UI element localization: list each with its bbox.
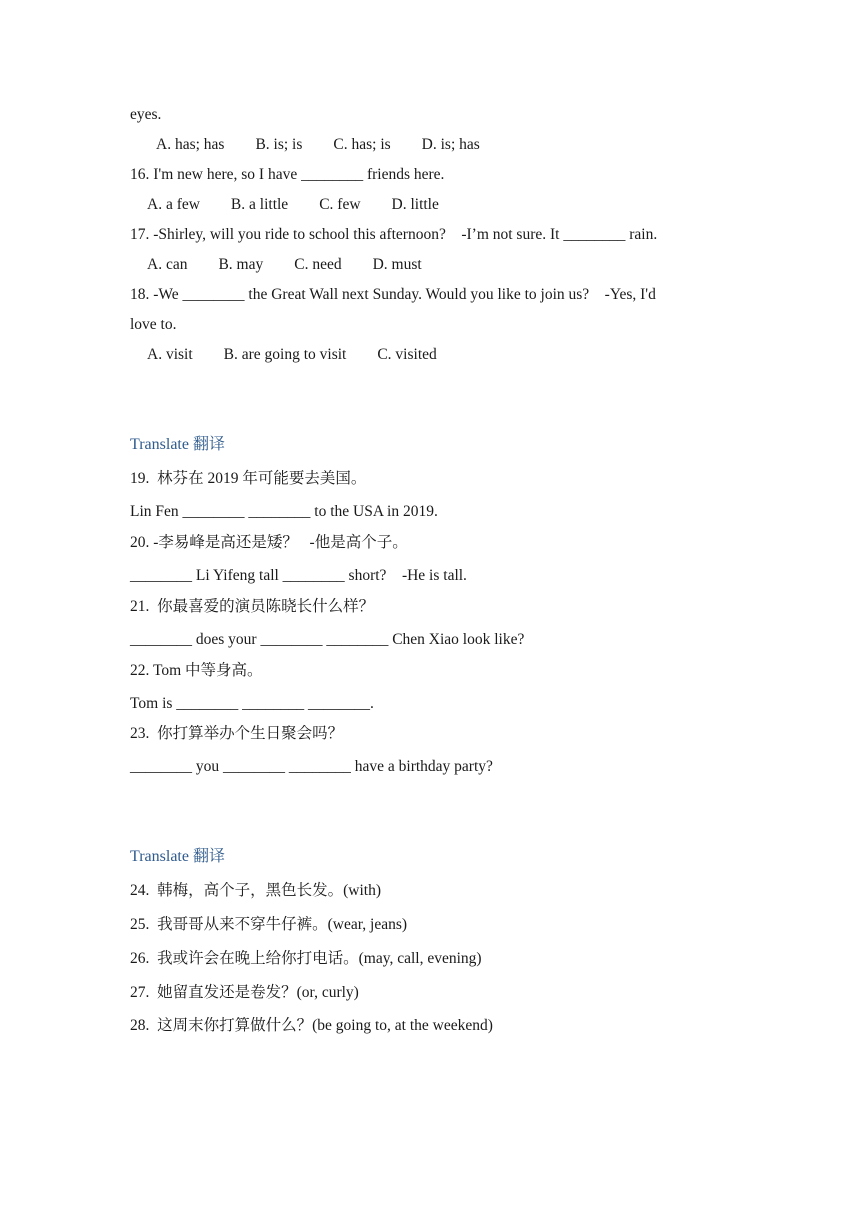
q15-tail: eyes. — [130, 106, 162, 123]
q22-english: Tom is ________ ________ ________. — [130, 695, 374, 712]
q16-options: A. a few B. a little C. few D. little — [147, 196, 439, 213]
q19-english: Lin Fen ________ ________ to the USA in 2019. — [130, 503, 438, 520]
q23-chinese: 23. 你打算举办个生日聚会吗？ — [130, 725, 344, 742]
q20-chinese: 20. -李易峰是高还是矮？ -他是高个子。 — [130, 534, 408, 551]
q18-stem-line1: 18. -We ________ the Great Wall next Sunday. Would you like to join us? -Yes, I'd — [130, 286, 656, 303]
section1-heading: Translate 翻译 — [130, 436, 225, 453]
q18-options: A. visit B. are going to visit C. visited — [147, 346, 437, 363]
q25-item: 25. 我哥哥从来不穿牛仔裤。(wear, jeans) — [130, 916, 408, 933]
q26-item: 26. 我或许会在晚上给你打电话。(may, call, evening) — [130, 950, 482, 967]
q27-item: 27. 她留直发还是卷发？(or, curly) — [130, 984, 359, 1001]
q24-item: 24. 韩梅，高个子，黑色长发。(with) — [130, 882, 382, 899]
q21-english: ________ does your ________ ________ Chen Xiao look like? — [130, 631, 525, 648]
q28-item: 28. 这周末你打算做什么？(be going to, at the weekend) — [130, 1017, 493, 1034]
q15-options: A. has; has B. is; is C. has; is D. is; has — [156, 136, 480, 153]
q22-chinese: 22. Tom 中等身高。 — [130, 662, 263, 679]
q17-stem: 17. -Shirley, will you ride to school this afternoon? -I’m not sure. It ________ rain. — [130, 226, 658, 243]
q18-stem-line2: love to. — [130, 316, 177, 333]
section2-heading: Translate 翻译 — [130, 848, 225, 865]
q17-options: A. can B. may C. need D. must — [147, 256, 422, 273]
q20-english: ________ Li Yifeng tall ________ short? -He is tall. — [130, 567, 467, 584]
q19-chinese: 19. 林芬在 2019 年可能要去美国。 — [130, 470, 367, 487]
q16-stem: 16. I'm new here, so I have ________ friends here. — [130, 166, 445, 183]
q23-english: ________ you ________ ________ have a birthday party? — [130, 758, 493, 775]
q21-chinese: 21. 你最喜爱的演员陈晓长什么样？ — [130, 598, 375, 615]
